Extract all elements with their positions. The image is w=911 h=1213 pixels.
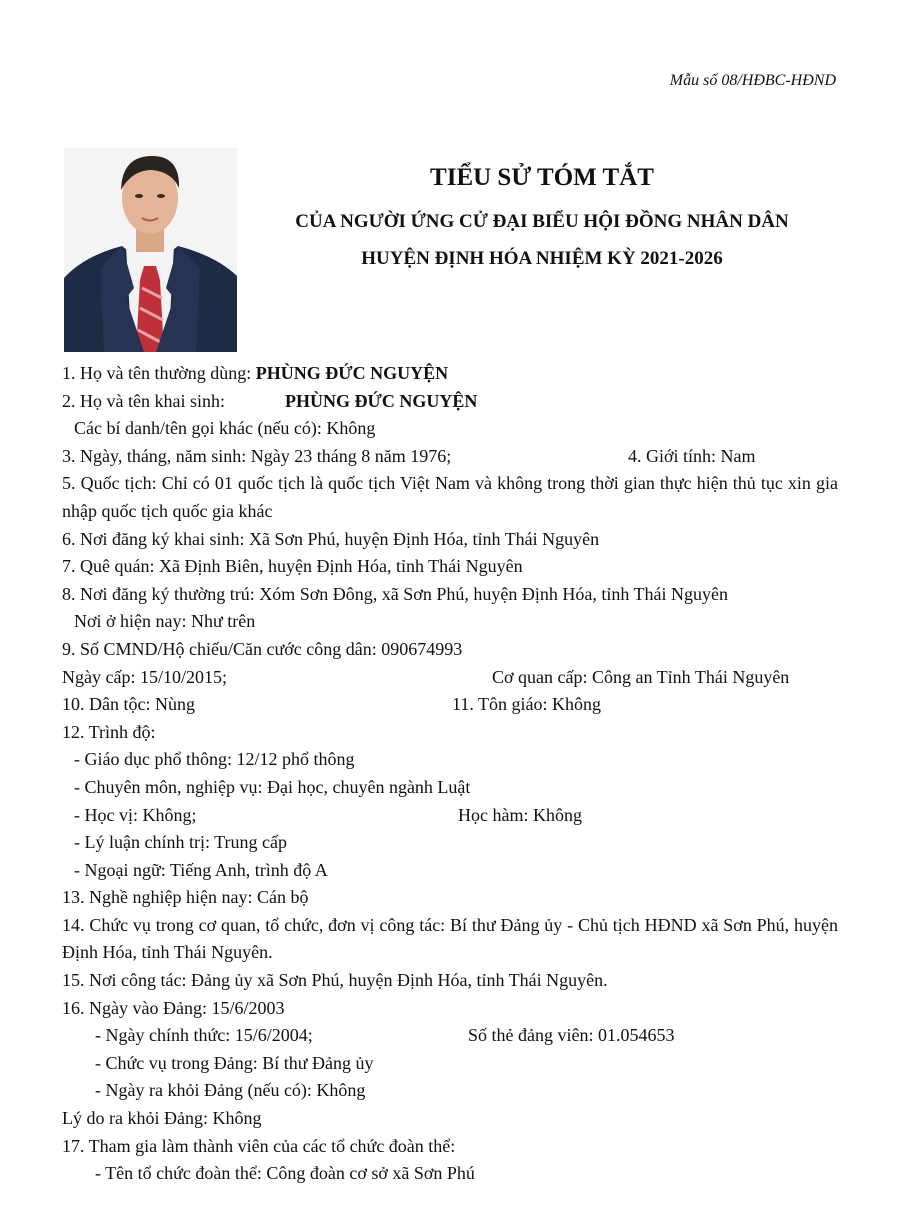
party-official-date: - Ngày chính thức: 15/6/2004; <box>95 1025 313 1046</box>
issue-date: Ngày cấp: 15/10/2015; <box>62 666 227 687</box>
item-ethnicity-religion <box>62 691 838 719</box>
item-hometown: 7. Quê quán: Xã Định Biên, huyện Định Hóa, tỉnh Thái Nguyên <box>62 556 523 577</box>
item-general-education: - Giáo dục phổ thông: 12/12 phổ thông <box>74 749 355 770</box>
item-birth-name <box>62 388 838 416</box>
item-id-issue <box>62 664 838 692</box>
item-degree <box>62 802 838 830</box>
party-card-number: Số thẻ đảng viên: 01.054653 <box>468 1025 675 1046</box>
common-name-value: PHÙNG ĐỨC NGUYỆN <box>255 363 449 383</box>
item-party-leave-reason: Lý do ra khỏi Đảng: Không <box>62 1108 262 1129</box>
document-subtitle-term: HUYỆN ĐỊNH HÓA NHIỆM KỲ 2021-2026 <box>361 248 723 269</box>
document-title: TIỂU SỬ TÓM TẮT <box>430 164 654 191</box>
issuer: Cơ quan cấp: Công an Tỉnh Thái Nguyên <box>492 666 790 687</box>
item-label: 2. Họ và tên khai sinh: <box>62 390 225 411</box>
item-nationality: 5. Quốc tịch: Chỉ có 01 quốc tịch là quốc tịch Việt Nam và không trong thời gian thực hiện thủ tục xin gia nhập quốc tịch quốc gia khác <box>62 473 838 521</box>
portrait-photo <box>64 148 237 352</box>
item-label: 1. Họ và tên thường dùng: <box>62 363 252 383</box>
item-education-heading: 12. Trình độ: <box>62 721 156 742</box>
item-id-number: 9. Số CMND/Hộ chiếu/Căn cước công dân: 090674993 <box>62 638 463 659</box>
degree: - Học vị: Không; <box>74 804 197 825</box>
item-organizations-heading: 17. Tham gia làm thành viên của các tổ chức đoàn thể: <box>62 1135 456 1156</box>
item-workplace: 15. Nơi công tác: Đảng ủy xã Sơn Phú, huyện Định Hóa, tỉnh Thái Nguyên. <box>62 970 608 991</box>
item-permanent-residence: 8. Nơi đăng ký thường trú: Xóm Sơn Đông, xã Sơn Phú, huyện Định Hóa, tỉnh Thái Nguyên <box>62 583 728 604</box>
biography-content <box>62 360 838 1188</box>
item-birth-registration: 6. Nơi đăng ký khai sinh: Xã Sơn Phú, huyện Định Hóa, tỉnh Thái Nguyên <box>62 528 600 549</box>
item-foreign-language: - Ngoại ngữ: Tiếng Anh, trình độ A <box>74 859 328 880</box>
item-political-theory: - Lý luận chính trị: Trung cấp <box>74 832 287 853</box>
religion: 11. Tôn giáo: Không <box>452 694 601 715</box>
item-dob-gender <box>62 443 838 471</box>
item-party-official <box>62 1022 838 1050</box>
gender: 4. Giới tính: Nam <box>628 445 756 466</box>
academic-title: Học hàm: Không <box>458 804 582 825</box>
item-party-join-date: 16. Ngày vào Đảng: 15/6/2003 <box>62 997 285 1018</box>
item-organization-name: - Tên tổ chức đoàn thể: Công đoàn cơ sở xã Sơn Phú <box>95 1163 475 1184</box>
item-common-name <box>62 360 838 388</box>
item-position: 14. Chức vụ trong cơ quan, tổ chức, đơn vị công tác: Bí thư Đảng ủy - Chủ tịch HĐND xã Sơn Phú, huyện Định Hóa, tỉnh Thái Nguyên. <box>62 914 838 963</box>
birth-name-value: PHÙNG ĐỨC NGUYỆN <box>285 390 478 411</box>
document-subtitle: CỦA NGƯỜI ỨNG CỬ ĐẠI BIỂU HỘI ĐỒNG NHÂN DÂN <box>295 211 789 232</box>
dob: 3. Ngày, tháng, năm sinh: Ngày 23 tháng 8 năm 1976; <box>62 445 452 466</box>
item-party-leave-date: - Ngày ra khỏi Đảng (nếu có): Không <box>95 1080 366 1101</box>
item-aliases: Các bí danh/tên gọi khác (nếu có): Không <box>74 418 376 439</box>
ethnicity: 10. Dân tộc: Nùng <box>62 694 195 715</box>
item-specialization: - Chuyên môn, nghiệp vụ: Đại học, chuyên ngành Luật <box>74 776 471 797</box>
item-current-residence: Nơi ở hiện nay: Như trên <box>74 611 256 632</box>
form-code: Mẫu số 08/HĐBC-HĐND <box>669 72 836 89</box>
item-occupation: 13. Nghề nghiệp hiện nay: Cán bộ <box>62 887 309 908</box>
item-party-position: - Chức vụ trong Đảng: Bí thư Đảng ủy <box>95 1052 374 1073</box>
